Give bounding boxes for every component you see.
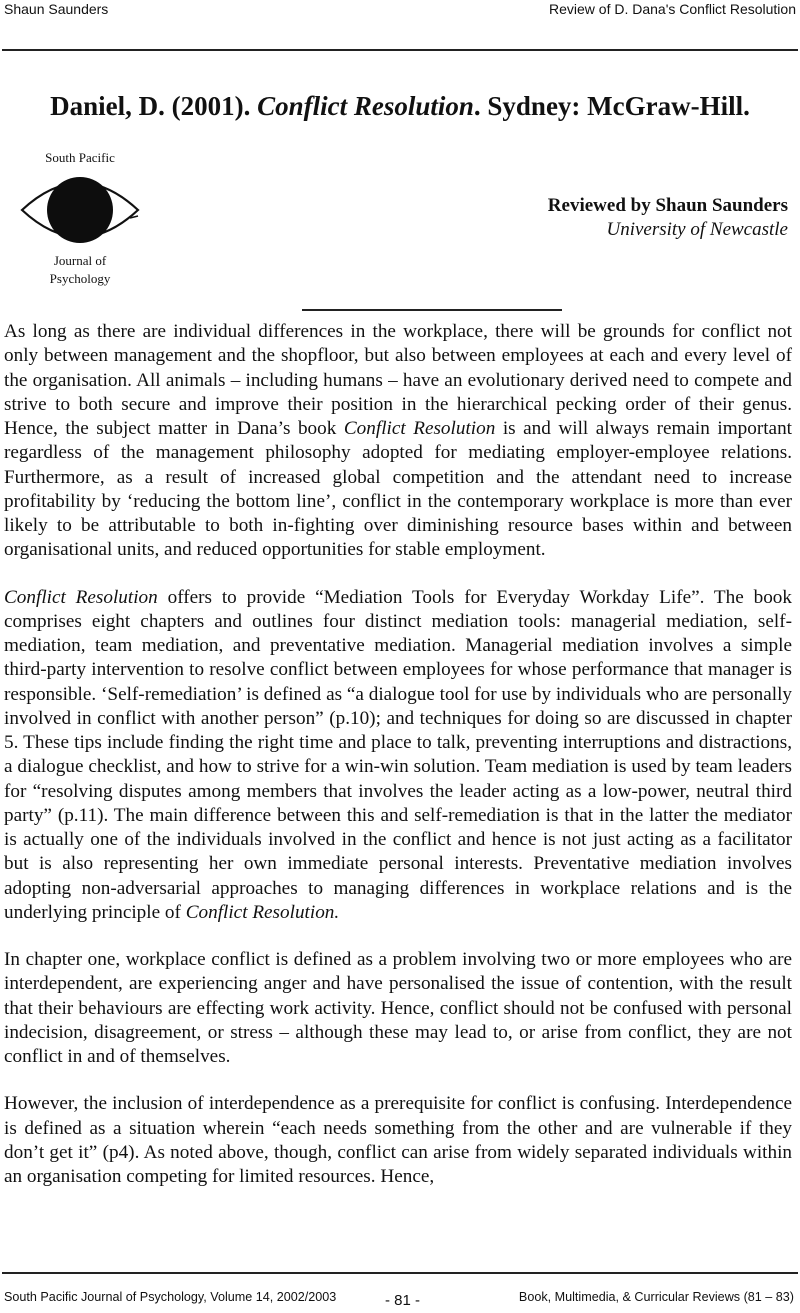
running-head-title: Review of D. Dana's Conflict Resolution	[548, 1, 796, 17]
footer	[0, 1290, 800, 1312]
body-paragraph	[4, 320, 792, 563]
logo-top-text: South Pacific	[45, 150, 115, 165]
footer-section: Book, Multimedia, & Curricular Reviews (81 – 83)	[518, 1290, 794, 1304]
text-run: is and will always remain important regardless of the management philosophy adopted for mediating employer-employee relations. Furthermore, as a result of increased global competition and the attendant need to increase profitability by ‘reducing the bottom line’, conflict in the contemporary workplace is more than ever likely to be attributable to both in-fighting over diminishing resource bases within and between organisational units, and reduced opportunities for stable employment.	[4, 418, 792, 561]
italic-text-run: Conflict Resolution	[4, 586, 158, 608]
top-rule	[2, 49, 798, 51]
reviewer-block	[548, 194, 788, 242]
body-paragraph	[4, 948, 792, 1069]
bottom-rule	[2, 1272, 798, 1274]
section-divider	[302, 309, 562, 311]
logo-bottom-line1: Journal of	[53, 253, 107, 268]
logo-bottom-line2: Psychology	[49, 271, 111, 286]
body-paragraph	[4, 1092, 792, 1189]
eye-logo-icon	[18, 170, 142, 250]
citation-title	[0, 91, 800, 122]
citation-suffix: . Sydney: McGraw-Hill.	[473, 91, 750, 121]
reviewer-affiliation: University of Newcastle	[606, 219, 788, 240]
footer-page-number: - 81 -	[385, 1292, 421, 1309]
reviewer-name: Reviewed by Shaun Saunders	[547, 195, 788, 216]
italic-text-run: Conflict Resolution	[343, 418, 496, 439]
running-head	[0, 0, 800, 22]
citation-book-title: Conflict Resolution	[257, 91, 474, 121]
text-run: As long as there are individual differences in the workplace, there will be grounds for conflict not only between management and the shopfloor, but also between employees at each and every level of the organisation. All animals – including humans – have an evolutionary derived need to compete and strive to both secure and improve their position in the hierarchical pecking order of their genus. Hence, the subject matter in Dana’s book	[4, 321, 792, 439]
body-paragraph	[4, 586, 792, 926]
text-run: However, the inclusion of interdependence as a prerequisite for conflict is confusing. Interdependence is defined as a situation wherein “each needs something from the other and are vulnerable if they don’t get it” (p4). As noted above, though, conflict can arise from widely separated individuals within an organisation competing for limited resources. Hence,	[4, 1093, 792, 1187]
running-head-author: Shaun Saunders	[4, 1, 109, 17]
italic-text-run: Conflict Resolution.	[185, 901, 340, 923]
journal-logo	[10, 148, 150, 288]
review-body	[4, 320, 792, 1212]
citation-prefix: Daniel, D. (2001).	[50, 91, 258, 121]
text-run: offers to provide “Mediation Tools for Everyday Workday Life”. The book comprises eight chapters and outlines four distinct mediation tools: managerial mediation, self-mediation, team mediation, and preventative mediation. Managerial mediation involves a simple third-party intervention to resolve conflict between employees for whose performance that manager is responsible. ‘Self-remediation’ is defined as “a dialogue tool for use by individuals who are personally involved in conflict with another person” (p.10); and techniques for doing so are discussed in chapter 5. These tips include finding the right time and place to talk, preventing interruptions and distractions, a dialogue checklist, and how to strive for a win-win solution. Team mediation is used by team leaders for “resolving disputes among members that involves the leader acting as a low-power, neutral third party” (p.11). The main difference between this and self-remediation is that in the latter the mediator is actually one of the individuals involved in the conflict and hence is not just acting as a facilitator but is also representing her own immediate personal interests. Preventative mediation involves adopting non-adversarial approaches to managing differences in workplace relations and is the underlying principle of	[4, 586, 792, 923]
logo-bottom-text	[10, 252, 150, 288]
footer-journal: South Pacific Journal of Psychology, Volume 14, 2002/2003	[4, 1290, 337, 1304]
text-run: In chapter one, workplace conflict is defined as a problem involving two or more employees who are interdependent, are experiencing anger and have personalised the issue of contention, with the result that their behaviours are effecting work activity. Hence, conflict should not be confused with personal indecision, disagreement, or stress – although these may lead to, or arise from conflict, they are not conflict in and of themselves.	[4, 949, 792, 1067]
